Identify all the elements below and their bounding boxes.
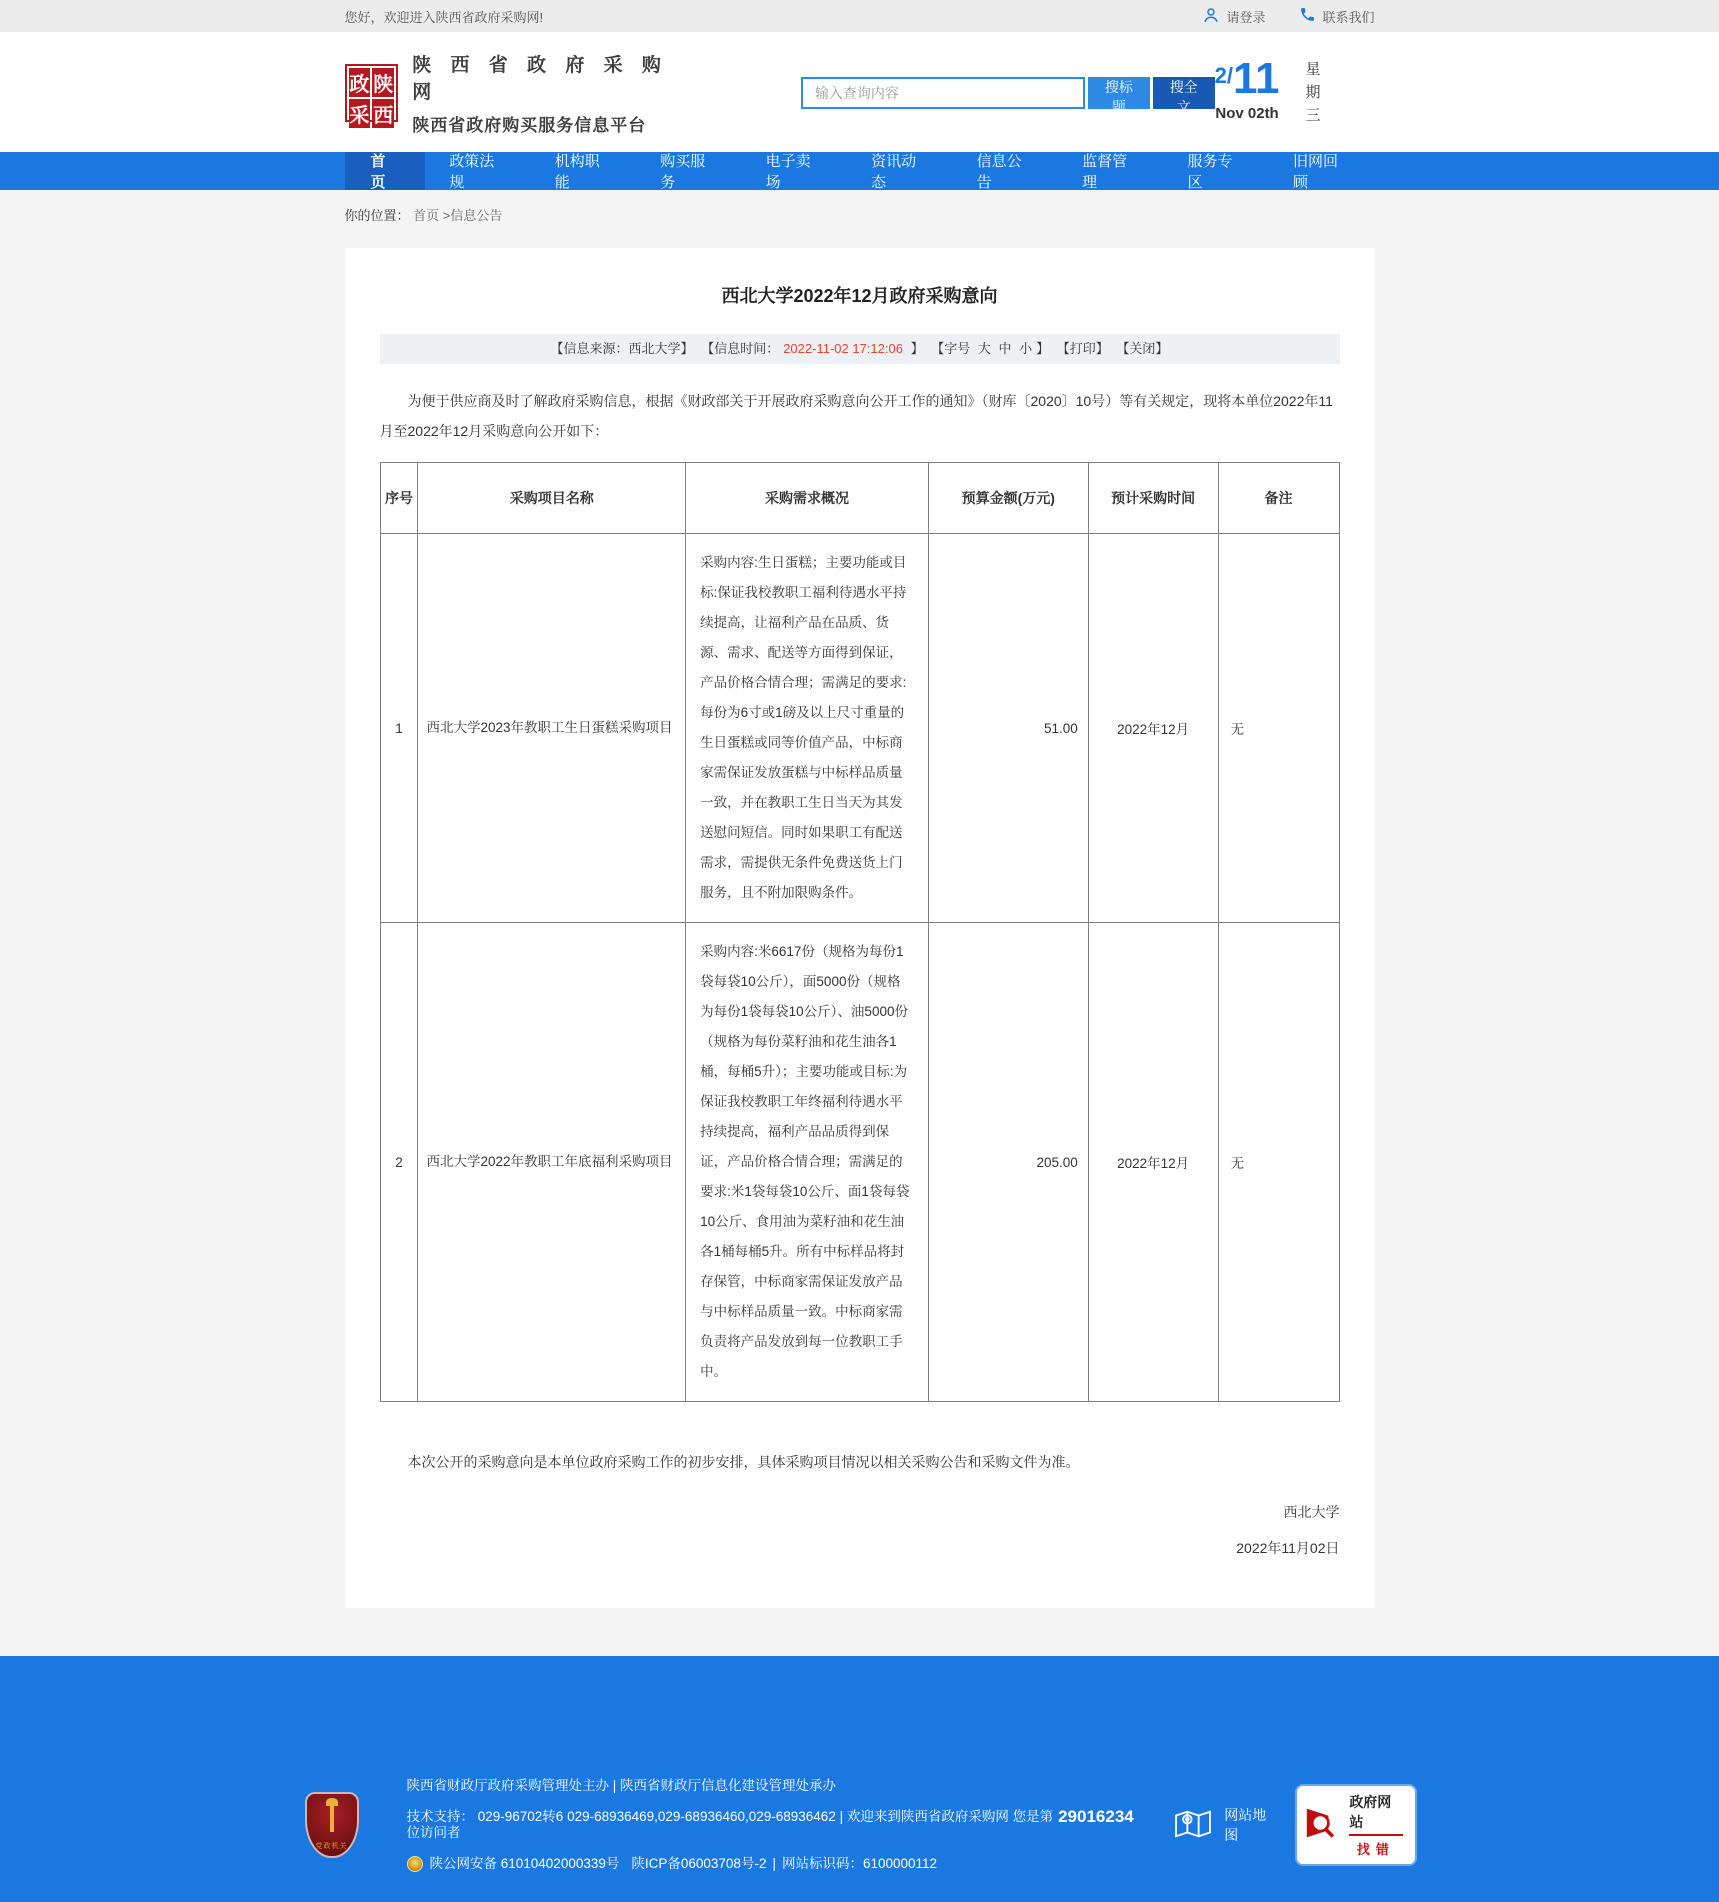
nav-item-service-zone[interactable]: 服务专区 xyxy=(1187,153,1233,191)
search-fulltext-button[interactable]: 搜全文 xyxy=(1153,77,1215,109)
table-header-row xyxy=(380,463,1339,534)
police-beian-link[interactable]: 陕公网安备 61010402000339号 xyxy=(429,1856,620,1871)
login-link[interactable]: 请登录 xyxy=(1202,6,1265,27)
police-badge-icon xyxy=(407,1856,423,1872)
site-subtitle: 陕西省政府购买服务信息平台 xyxy=(412,116,647,135)
row2-note: 无 xyxy=(1218,923,1339,1402)
row2-project-name: 西北大学2022年教职工年底福利采购项目 xyxy=(418,923,686,1402)
date-english: Nov 02th xyxy=(1215,104,1279,122)
search-area xyxy=(801,77,1215,115)
site-logo[interactable] xyxy=(345,50,681,136)
site-header xyxy=(0,32,1719,152)
nav-item-functions[interactable]: 机构职能 xyxy=(554,153,600,191)
logo-seal: 政 陕 采 西 xyxy=(345,64,399,122)
site-footer xyxy=(0,1656,1719,1902)
user-icon xyxy=(1202,6,1220,27)
date-numbers: 2/11 xyxy=(1214,53,1280,103)
signature: 西北大学 xyxy=(1283,1504,1340,1520)
welcome-text: 您好，欢迎进入陕西省政府采购网! xyxy=(344,9,544,25)
nav-item-news[interactable]: 资讯动态 xyxy=(871,153,917,191)
signature-date: 2022年11月02日 xyxy=(1236,1540,1340,1556)
fontsize-medium-button[interactable]: 中 xyxy=(998,341,1012,356)
site-code: 网站标识码：6100000112 xyxy=(781,1856,938,1871)
breadcrumb-separator: > xyxy=(442,208,451,223)
header-note: 备注 xyxy=(1218,463,1339,534)
phone-icon xyxy=(1299,6,1316,26)
error-report-badge[interactable]: 政府网站 找错 xyxy=(1297,1786,1414,1864)
row1-project-name: 西北大学2023年教职工生日蛋糕采购项目 xyxy=(418,534,686,923)
intro-paragraph: 为便于供应商及时了解政府采购信息，根据《财政部关于开展政府采购意向公开工作的通知》（财库〔2020〕10号）等有关规定，现将本单位2022年11月至2022年12月采购意向公开如下： xyxy=(379,393,1333,439)
party-government-badge: 党政机关 xyxy=(305,1792,359,1858)
header-project-name: 采购项目名称 xyxy=(418,463,686,534)
sitemap-link[interactable]: 网站地图 xyxy=(1174,1805,1277,1845)
meta-time-prefix: 【信息时间： xyxy=(701,341,780,356)
row1-planned-time: 2022年12月 xyxy=(1088,534,1218,923)
logo-text xyxy=(412,50,681,136)
print-button[interactable]: 【打印】 xyxy=(1056,341,1109,356)
visitor-count: 29016234 xyxy=(1058,1807,1134,1826)
nav-item-home[interactable]: 首页 xyxy=(345,152,426,190)
fontsize-small-button[interactable]: 小 xyxy=(1019,341,1033,356)
search-title-button[interactable]: 搜标题 xyxy=(1088,77,1150,109)
table-row xyxy=(380,923,1339,1402)
row2-no: 2 xyxy=(380,923,418,1402)
row2-demand-overview: 采购内容:米6617份（规格为每份1袋每袋10公斤），面5000份（规格为每份1袋每袋10公斤）、油5000份（规格为每份菜籽油和花生油各1桶，每桶5升）；主要功能或目标:为保证我校教职工年终福利待遇水平持续提高，福利产品品质得到保证，产品价格合情合理；需满足的要求:米1袋每袋10公斤、面1袋每袋10公斤、食用油为菜籽油和花生油各1桶每桶5升。所有中标样品将封存保管，中标商家需保证发放产品与中标样品质量一致。中标商家需负责将产品发放到每一位教职工手中。 xyxy=(686,923,929,1402)
breadcrumb-label: 你的位置： xyxy=(344,208,410,223)
site-title: 陕 西 省 政 府 采 购 网 xyxy=(412,55,668,103)
header-demand-overview: 采购需求概况 xyxy=(686,463,929,534)
header-no: 序号 xyxy=(380,463,418,534)
article-title: 西北大学2022年12月政府采购意向 xyxy=(721,286,998,306)
icp-beian-link[interactable]: 陕ICP备06003708号-2 xyxy=(631,1856,767,1871)
main-nav xyxy=(0,152,1719,190)
meta-source: 【信息来源：西北大学】 xyxy=(550,341,694,356)
footer-organizer: 陕西省财政厅政府采购管理处主办 | 陕西省财政厅信息化建设管理处承办 xyxy=(406,1778,837,1793)
fontsize-large-button[interactable]: 大 xyxy=(977,341,991,356)
nav-item-purchase-service[interactable]: 购买服务 xyxy=(660,153,706,191)
magnifier-flag-icon xyxy=(1305,1805,1341,1846)
nav-item-emall[interactable]: 电子卖场 xyxy=(765,153,811,191)
table-row xyxy=(380,534,1339,923)
breadcrumb-home-link[interactable]: 首页 xyxy=(413,208,440,223)
procurement-table xyxy=(380,462,1340,1402)
meta-fontsize-suffix: 】 xyxy=(1036,341,1050,356)
meta-fontsize-label: 【字号 xyxy=(931,341,971,356)
nav-item-supervision[interactable]: 监督管理 xyxy=(1082,153,1128,191)
footer-beian-line: 陕公网安备 61010402000339号 陕ICP备06003708号-2 | 网站标识码：6100000112 xyxy=(407,1856,1175,1872)
row1-no: 1 xyxy=(380,534,418,923)
meta-time-value: 2022-11-02 17:12:06 xyxy=(783,341,903,356)
row1-demand-overview: 采购内容:生日蛋糕；主要功能或目标:保证我校教职工福利待遇水平持续提高，让福利产品在品质、货源、需求、配送等方面得到保证，产品价格合情合理；需满足的要求:每份为6寸或1磅及以上尺寸重量的生日蛋糕或同等价值产品，中标商家需保证发放蛋糕与中标样品质量一致，并在教职工生日当天为其发送慰问短信。同时如果职工有配送需求，需提供无条件免费送货上门服务，且不附加限购条件。 xyxy=(686,534,929,923)
breadcrumb xyxy=(0,190,1719,238)
article-meta-bar xyxy=(380,334,1340,364)
breadcrumb-current-link[interactable]: 信息公告 xyxy=(450,208,503,223)
closing-paragraph: 本次公开的采购意向是本单位政府采购工作的初步安排，具体采购项目情况以相关采购公告和采购文件为准。 xyxy=(407,1454,1080,1470)
topbar xyxy=(0,0,1719,32)
header-planned-time: 预计采购时间 xyxy=(1088,463,1218,534)
meta-time-suffix: 】 xyxy=(906,341,924,356)
row1-note: 无 xyxy=(1218,534,1339,923)
article-card xyxy=(345,248,1375,1608)
weekday-label: 星期三 xyxy=(1303,60,1321,130)
nav-item-policies[interactable]: 政策法规 xyxy=(449,153,495,191)
contact-link[interactable]: 联系我们 xyxy=(1299,6,1374,26)
header-budget: 预算金额(万元) xyxy=(928,463,1088,534)
nav-item-old-site[interactable]: 旧网回顾 xyxy=(1293,153,1339,191)
map-icon xyxy=(1174,1808,1212,1843)
search-input[interactable] xyxy=(801,77,1085,109)
date-widget xyxy=(1214,53,1375,130)
row2-budget: 205.00 xyxy=(928,923,1088,1402)
nav-item-announcements[interactable]: 信息公告 xyxy=(976,153,1022,191)
footer-support-line: 技术支持： 029-96702转6 029-68936469,029-68936460,029-68936462 | 欢迎来到陕西省政府采购网 您是第 29016234 位访问者 xyxy=(406,1807,1134,1840)
close-button[interactable]: 【关闭】 xyxy=(1116,341,1169,356)
row1-budget: 51.00 xyxy=(928,534,1088,923)
row2-planned-time: 2022年12月 xyxy=(1088,923,1218,1402)
torch-icon xyxy=(330,1806,334,1832)
